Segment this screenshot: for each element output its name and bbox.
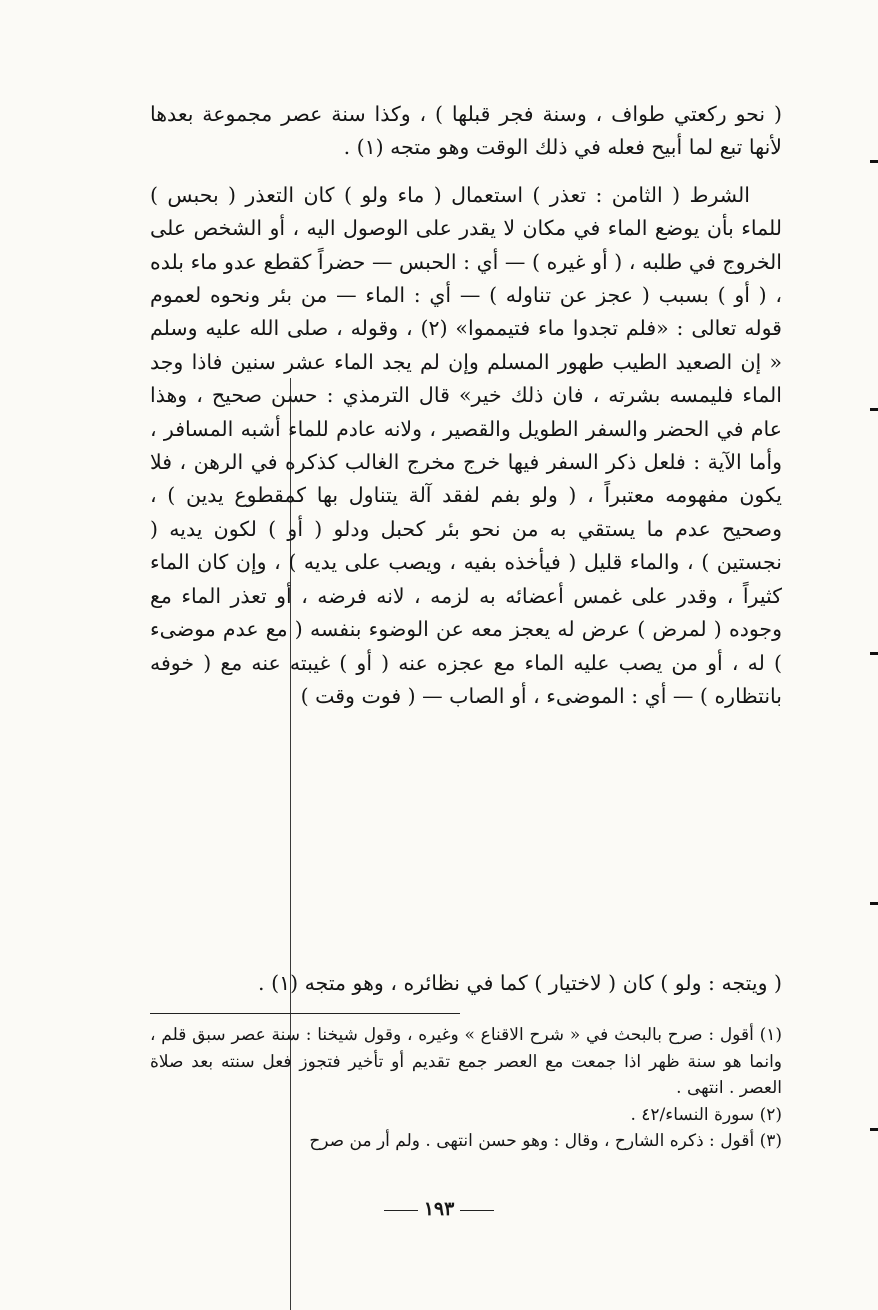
paragraph-2: الشرط ( الثامن : تعذر ) استعمال ( ماء ولو ) كان التعذر ( بحبس ) للماء بأن يوضع الماء في مكان لا يقدر على الوصول اليه ، أو الشخص على الخروج في طلبه ، ( أو غيره ) — أي : الحبس — حضراً كقطع عدو ماء بلده ، ( أو ) بسبب ( عجز عن تناوله ) — أي : الماء — من بئر ونحوه لعموم قوله تعالى : «فلم تجدوا ماء فتيمموا» (٢) ، وقوله ، صلى الله عليه وسلم « إن الصعيد الطيب طهور المسلم وإن لم يجد الماء عشر سنين فاذا وجد الماء فليمسه بشرته ، فان ذلك خير» قال الترمذي : حسن صحيح ، وهذا عام في الحضر والسفر الطويل والقصير ، ولانه عادم للماء أشبه المسافر ، وأما الآية : فلعل ذكر السفر فيها خرج مخرج الغالب كذكره في الرهن ، فلا يكون مفهومه معتبراً ، ( ولو بفم لفقد آلة يتناول بها كمقطوع يدين ) ، وصحيح عدم ما يستقي به من نحو بئر كحبل ودلو ( أو ) لكون يديه ( نجستين ) ، والماء قليل ( فيأخذه بفيه ، ويصب على يديه ) ، وإن كان الماء كثيراً ، وقدر على غمس أعضائه به لزمه ، لانه فرضه ، أو تعذر الماء مع وجوده ( لمرض ) عرض له يعجز معه عن الوضوء بنفسه ( مع عدم موضىء ) له ، أو من يصب عليه الماء مع عجزه عنه ( أو ) غيبته عنه مع ( خوفه بانتظاره ) — أي : الموضىء ، أو الصاب — ( فوت وقت ) bbox=[150, 182, 782, 708]
footnote-3: (٣) أقول : ذكره الشارح ، وقال : وهو حسن انتهى . ولم أر من صرح bbox=[309, 1131, 782, 1152]
page-number-dash bbox=[384, 1210, 418, 1211]
margin-mark bbox=[870, 160, 878, 163]
paragraph-1: ( نحو ركعتي طواف ، وسنة فجر قبلها ) ، وكذا سنة عصر مجموعة بعدها لأنها تبع لما أبيح فعله في ذلك الوقت وهو متجه (١) . bbox=[150, 102, 782, 160]
footnotes bbox=[150, 1022, 782, 1155]
footnote-2: (٢) سورة النساء/٤٢ . bbox=[630, 1104, 782, 1125]
page-number-text: ١٩٣ bbox=[423, 1198, 455, 1220]
margin-mark bbox=[870, 902, 878, 905]
margin-mark bbox=[870, 408, 878, 411]
page-number bbox=[0, 1198, 878, 1220]
page-number-dash bbox=[460, 1210, 494, 1211]
margin-mark bbox=[870, 652, 878, 655]
closing-line: ( ويتجه : ولو ) كان ( لاختيار ) كما في نظائره ، وهو متجه (١) . bbox=[258, 971, 782, 995]
footnote-separator bbox=[150, 1013, 460, 1014]
main-text bbox=[150, 98, 782, 713]
footnote-1: (١) أقول : صرح بالبحث في « شرح الاقناع » وغيره ، وقول شيخنا : سنة عصر سبق قلم ، وانما هو سنة ظهر اذا جمعت مع العصر جمع تقديم أو تأخير فتجوز فعل سنته بعد صلاة العصر . انتهى . bbox=[150, 1025, 782, 1099]
margin-mark bbox=[870, 1128, 878, 1131]
